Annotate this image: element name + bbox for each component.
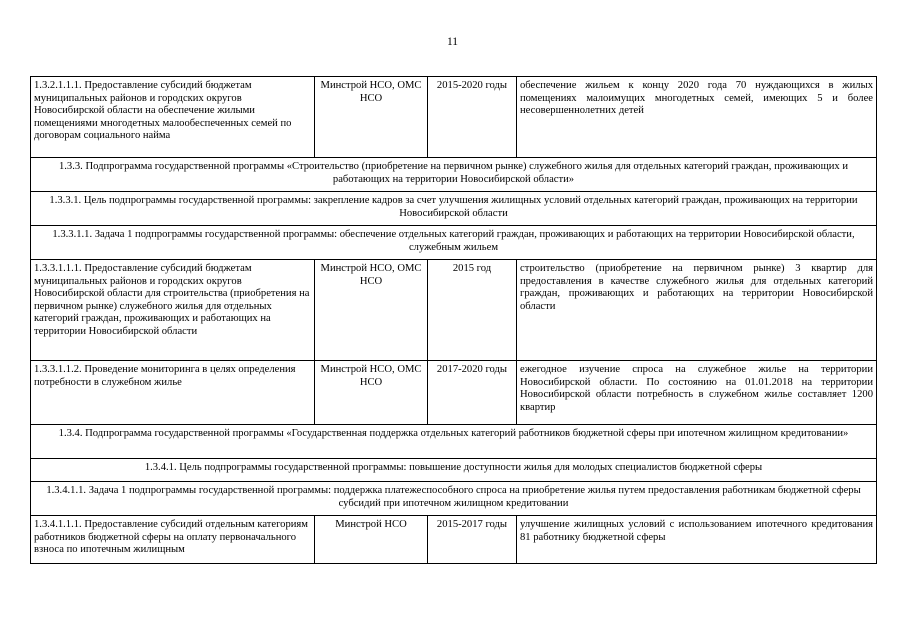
- program-table: [30, 76, 877, 564]
- period-cell: 2017-2020 годы: [428, 361, 517, 425]
- result-cell: обеспечение жильем к концу 2020 года 70 нуждающихся в жилых помещениях малоимущих многодетных семей, имеющих 5 и более несовершеннолетних детей: [517, 77, 877, 158]
- result-cell: строительство (приобретение на первичном рынке) 3 квартир для предоставления в качестве служебного жилья для отдельных категорий граждан, проживающих и работающих на территории Новосибирской области: [517, 260, 877, 361]
- activity-name-cell: 1.3.3.1.1.1. Предоставление субсидий бюджетам муниципальных районов и городских округов Новосибирской области для строительства (приобретения на первичном рынке) служебного жилья для отдельных категорий граждан, проживающих и работающих на территории Новосибирской области: [31, 260, 315, 361]
- activity-name-cell: 1.3.4.1.1.1. Предоставление субсидий отдельным категориям работников бюджетной сферы на оплату первоначального взноса по ипотечным жилищным: [31, 516, 315, 564]
- subprogram-heading: 1.3.4. Подпрограмма государственной программы «Государственная поддержка отдельных категорий работников бюджетной сферы при ипотечном жилищном кредитовании»: [31, 425, 877, 459]
- section-row: [31, 425, 877, 459]
- section-row: [31, 226, 877, 260]
- task-heading: 1.3.3.1.1. Задача 1 подпрограммы государственной программы: обеспечение отдельных категорий граждан, проживающих и работающих на территории Новосибирской области, служебным жильем: [31, 226, 877, 260]
- section-row: [31, 158, 877, 192]
- goal-heading: 1.3.3.1. Цель подпрограммы государственной программы: закрепление кадров за счет улучшения жилищных условий отдельных категорий граждан, проживающих на территории Новосибирской области: [31, 192, 877, 226]
- task-heading: 1.3.4.1.1. Задача 1 подпрограммы государственной программы: поддержка платежеспособного спроса на приобретение жилья путем предоставления работникам бюджетной сферы субсидий при ипотечном жилищном кредитовании: [31, 482, 877, 516]
- goal-heading: 1.3.4.1. Цель подпрограммы государственной программы: повышение доступности жилья для молодых специалистов бюджетной сферы: [31, 459, 877, 482]
- activity-name-cell: 1.3.3.1.1.2. Проведение мониторинга в целях определения потребности в служебном жилье: [31, 361, 315, 425]
- table-row: [31, 260, 877, 361]
- section-row: [31, 482, 877, 516]
- section-row: [31, 459, 877, 482]
- period-cell: 2015 год: [428, 260, 517, 361]
- result-cell: улучшение жилищных условий с использованием ипотечного кредитования 81 работнику бюджетной сферы: [517, 516, 877, 564]
- executor-cell: Минстрой НСО, ОМС НСО: [315, 361, 428, 425]
- executor-cell: Минстрой НСО, ОМС НСО: [315, 260, 428, 361]
- table-row: [31, 361, 877, 425]
- executor-cell: Минстрой НСО: [315, 516, 428, 564]
- section-row: [31, 192, 877, 226]
- executor-cell: Минстрой НСО, ОМС НСО: [315, 77, 428, 158]
- table-row: [31, 516, 877, 564]
- period-cell: 2015-2017 годы: [428, 516, 517, 564]
- activity-name-cell: 1.3.2.1.1.1. Предоставление субсидий бюджетам муниципальных районов и городских округов Новосибирской области на обеспечение жилыми помещениями многодетных малообеспеченных семей по договорам социального найма: [31, 77, 315, 158]
- subprogram-heading: 1.3.3. Подпрограмма государственной программы «Строительство (приобретение на первичном рынке) служебного жилья для отдельных категорий граждан, проживающих и работающих на территории Новосибирской области»: [31, 158, 877, 192]
- table-row: [31, 77, 877, 158]
- period-cell: 2015-2020 годы: [428, 77, 517, 158]
- result-cell: ежегодное изучение спроса на служебное жилье на территории Новосибирской области. По состоянию на 01.01.2018 на территории Новосибирской области потребность в служебном жилье составляет 1200 квартир: [517, 361, 877, 425]
- page-number: 11: [446, 36, 459, 48]
